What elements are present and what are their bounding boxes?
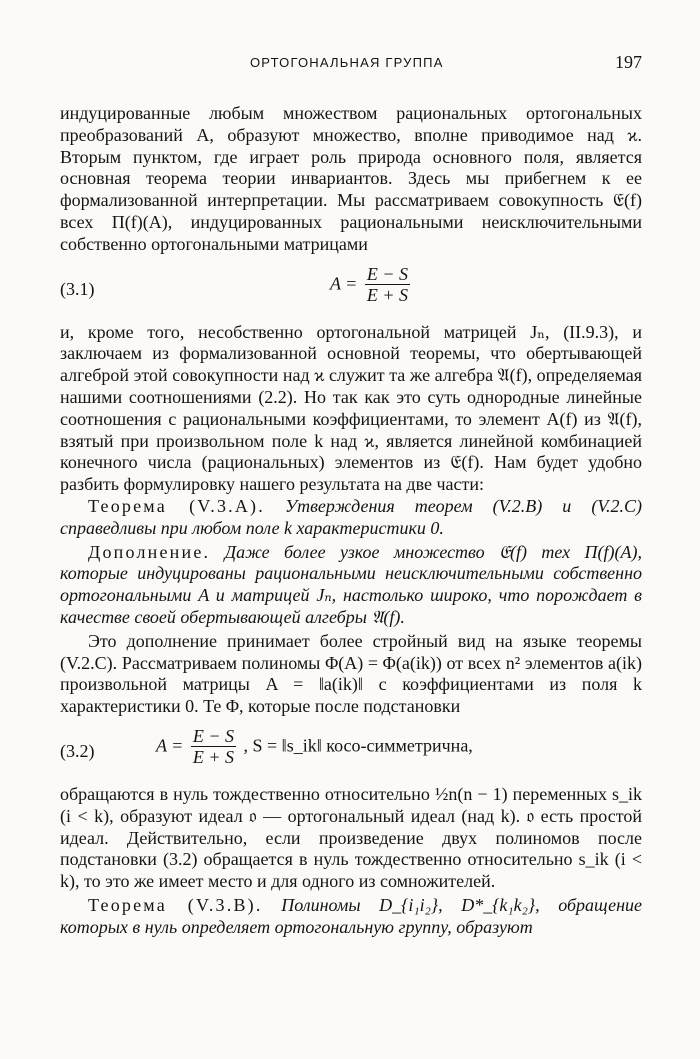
addendum-heading: Дополнение. xyxy=(88,541,211,562)
theorem-statement: Полиномы D_{i₁i₂}, D*_{k₁k₂}, обращение которых в нуль определяет ортогональную группу, образуют xyxy=(60,894,642,937)
theorem-v3b xyxy=(60,895,642,939)
equation-lhs: A = xyxy=(156,735,184,756)
fraction-denominator: E + S xyxy=(366,284,408,305)
equation-lhs: A = xyxy=(330,273,358,294)
equation-fraction xyxy=(191,726,236,767)
equation-fraction xyxy=(365,264,410,305)
running-head xyxy=(0,52,700,82)
addendum xyxy=(60,542,642,629)
fraction-numerator: E − S xyxy=(366,263,408,284)
equation-number: (3.1) xyxy=(60,278,95,299)
running-head-title: ОРТОГОНАЛЬНАЯ ГРУППА xyxy=(250,55,444,70)
theorem-statement: Утверждения теорем (V.2.B) и (V.2.C) справедливы при любом поле k характеристики 0. xyxy=(60,495,642,538)
equation-body xyxy=(330,264,413,305)
fraction-denominator: E + S xyxy=(192,746,234,767)
addendum-statement: Даже более узкое множество 𝔈(f) тех Π(f)(A), которые индуцированы рациональными неисключительными собственно ортогональными A и матрицей Jₙ, настолько широко, что порождает в качестве своей обертывающей алгебры 𝔄(f). xyxy=(60,541,643,627)
fraction-numerator: E − S xyxy=(192,725,234,746)
body-text xyxy=(60,103,642,939)
paragraph-1: индуцированные любым множеством рациональных ортогональных преобразований A, образуют множество, вполне приводимое над ϰ. Вторым пунктом, где играет роль природа основного поля, является основная теорема теории инвариантов. Здесь мы прибегнем к ее формализованной интерпретации. Мы рассматриваем совокупность 𝔈(f) всех Π(f)(A), индуцированных рациональными неисключительными собственно ортогональными матрицами xyxy=(60,103,642,254)
theorem-heading: Теорема (V.3.A). xyxy=(88,495,265,516)
paragraph-2: и, кроме того, несобственно ортогональной матрицей Jₙ, (II.9.3), и заключаем из формализованной основной теоремы, что обертывающей алгеброй этой совокупности над ϰ служит та же алгебра 𝔄(f), определяемая нашими соотношениями (2.2). Но так как это суть однородные линейные соотношения с рациональными коэффициентами, то элемент A(f) из 𝔄(f), взятый при произвольном поле k над ϰ, является линейной комбинацией конечного числа (рациональных) элементов из 𝔈(f). Нам будет удобно разбить формулировку нашего результата на две части: xyxy=(60,321,642,495)
equation-condition: , S = ‖s_ik‖ косо-симметрична, xyxy=(243,735,473,756)
page-number: 197 xyxy=(615,52,642,72)
paragraph-6: Это дополнение принимает более стройный вид на языке теоремы (V.2.C). Рассматриваем полиномы Φ(A) = Φ(a(ik)) от всех n² элементов a(ik) произвольной матрицы A = ‖a(ik)‖ с коэффициентами из поля k характеристики 0. Те Φ, которые после подстановки xyxy=(60,630,642,717)
equation-number: (3.2) xyxy=(60,740,95,761)
equation-3-1 xyxy=(60,262,642,318)
paragraph-7: обращаются в нуль тождественно относительно ½n(n − 1) переменных s_ik (i < k), образуют идеал 𝔬 — ортогональный идеал (над k). 𝔬 есть простой идеал. Действительно, если произведение двух полиномов после подстановки (3.2) обращается в нуль тождественно относительно s_ik (i < k), то это же имеет место и для одного из сомножителей. xyxy=(60,783,642,892)
equation-body xyxy=(156,726,473,767)
equation-3-2 xyxy=(60,724,642,780)
theorem-v3a xyxy=(60,496,642,540)
theorem-heading: Теорема (V.3.B). xyxy=(88,894,263,915)
